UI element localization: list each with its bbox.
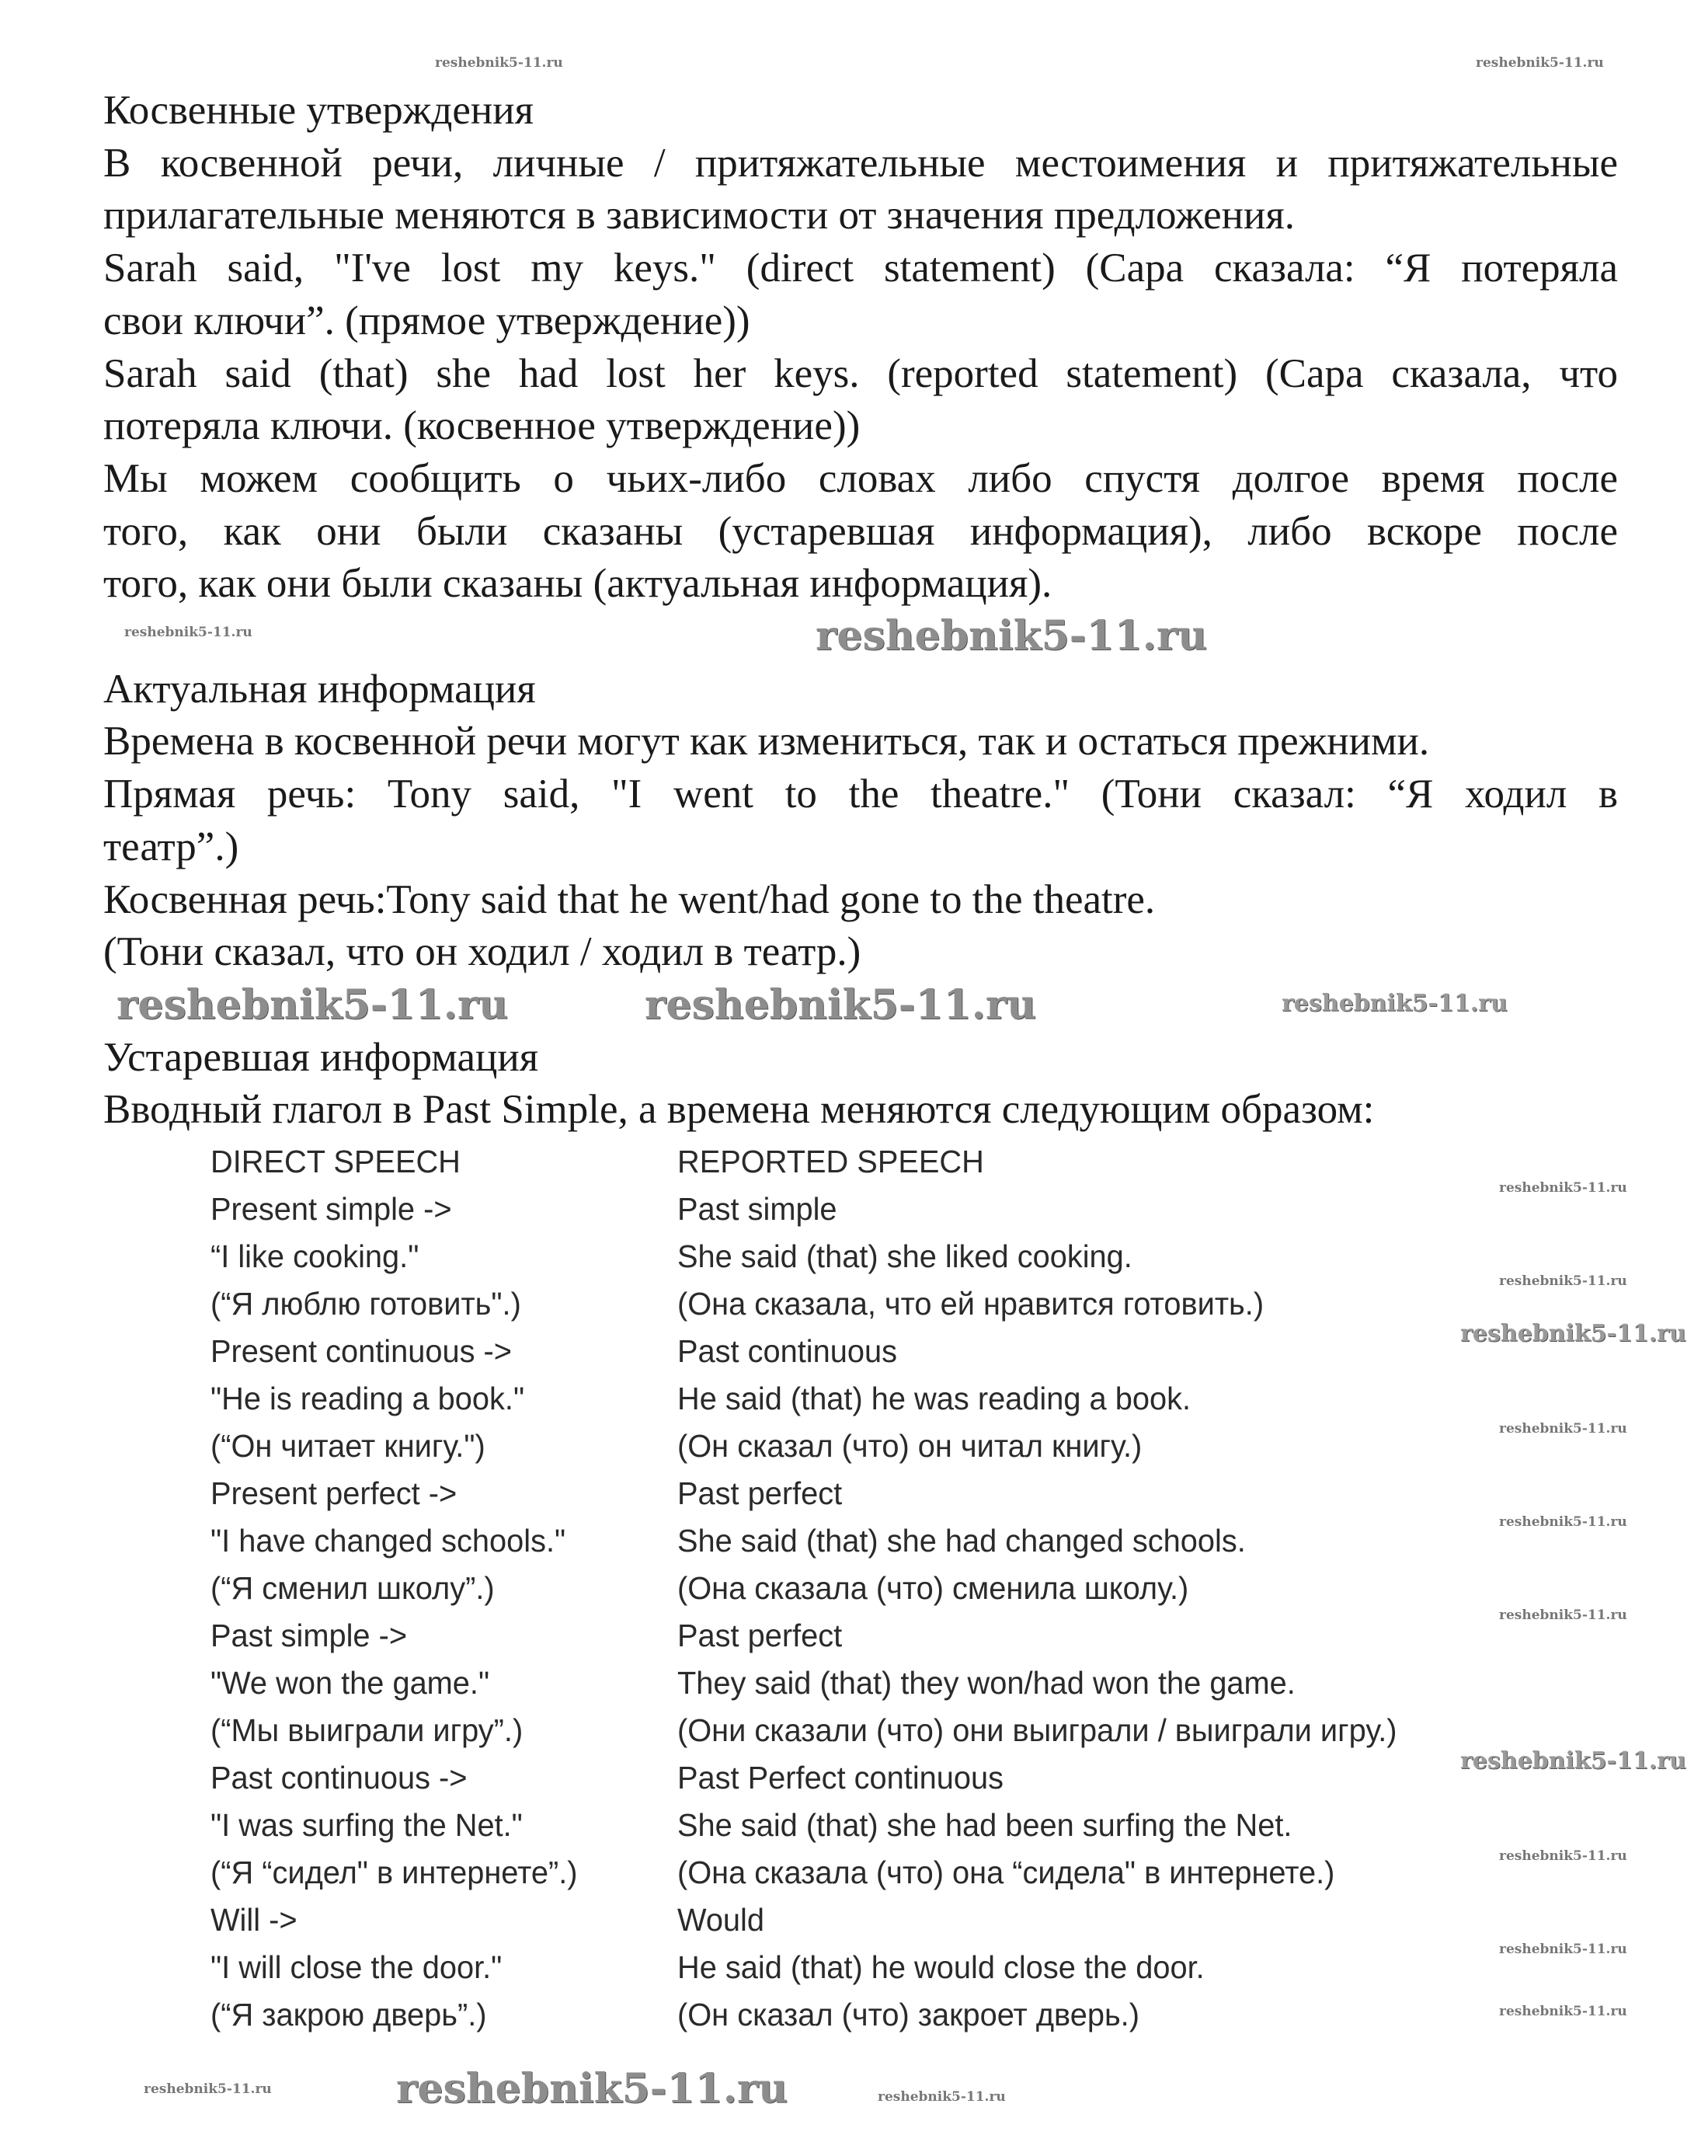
- direct-speech-cell: "I was surfing the Net.": [210, 1807, 523, 1843]
- watermark: reshebnik5-11.ru: [1499, 1848, 1627, 1864]
- paragraph-line: свои ключи”. (прямое утверждение)): [103, 298, 750, 343]
- paragraph-line: того, как они были сказаны (устаревшая информация), либо вскоре после: [103, 509, 1618, 554]
- paragraph-line: Прямая речь: Tony said, "I went to the theatre." (Тони сказал: “Я ходил в: [103, 771, 1618, 817]
- watermark: reshebnik5-11.ru: [144, 2081, 272, 2097]
- section-heading: Косвенные утверждения: [103, 88, 534, 133]
- reported-speech-cell: Would: [677, 1902, 765, 1938]
- reported-speech-cell: He said (that) he would close the door.: [677, 1949, 1205, 1985]
- paragraph-line: Sarah said, "I've lost my keys." (direct statement) (Сара сказала: “Я потеряла: [103, 246, 1618, 291]
- paragraph-line: Косвенная речь:Tony said that he went/had gone to the theatre.: [103, 877, 1156, 922]
- watermark: reshebnik5-11.ru: [1499, 2004, 1627, 2019]
- direct-speech-cell: (“Я сменил школу”.): [210, 1570, 495, 1606]
- direct-speech-cell: (“Я закрою дверь”.): [210, 1997, 487, 2032]
- table-header: DIRECT SPEECH: [210, 1144, 461, 1179]
- watermark: reshebnik5-11.ru: [816, 612, 1208, 660]
- paragraph-line: Sarah said (that) she had lost her keys. (reported statement) (Сара сказала, что: [103, 351, 1618, 396]
- direct-speech-cell: “I like cooking.": [210, 1238, 419, 1274]
- direct-speech-cell: (“Я люблю готовить".): [210, 1286, 521, 1322]
- reported-speech-cell: Past Perfect continuous: [677, 1760, 1004, 1796]
- reported-speech-cell: She said (that) she liked cooking.: [677, 1238, 1132, 1274]
- reported-speech-cell: Past continuous: [677, 1333, 897, 1369]
- watermark: reshebnik5-11.ru: [124, 625, 252, 640]
- table-header: REPORTED SPEECH: [677, 1144, 984, 1179]
- reported-speech-cell: She said (that) she had been surfing the Net.: [677, 1807, 1292, 1843]
- direct-speech-cell: Past simple ->: [210, 1618, 408, 1653]
- watermark: reshebnik5-11.ru: [1476, 55, 1604, 71]
- paragraph-line: (Тони сказал, что он ходил / ходил в театр.): [103, 929, 861, 974]
- section-heading: Устаревшая информация: [103, 1035, 539, 1080]
- watermark: reshebnik5-11.ru: [1499, 1421, 1627, 1437]
- reported-speech-cell: They said (that) they won/had won the game.: [677, 1665, 1296, 1701]
- paragraph-line: прилагательные меняются в зависимости от значения предложения.: [103, 193, 1295, 238]
- paragraph-line: того, как они были сказаны (актуальная информация).: [103, 561, 1052, 606]
- direct-speech-cell: "I have changed schools.": [210, 1523, 566, 1559]
- watermark: reshebnik5-11.ru: [1499, 1942, 1627, 1957]
- reported-speech-cell: (Он сказал (что) он читал книгу.): [677, 1428, 1143, 1464]
- reported-speech-cell: She said (that) she had changed schools.: [677, 1523, 1246, 1559]
- reported-speech-cell: (Она сказала (что) сменила школу.): [677, 1570, 1189, 1606]
- watermark: reshebnik5-11.ru: [1499, 1514, 1627, 1530]
- section-heading: Актуальная информация: [103, 667, 536, 712]
- watermark: reshebnik5-11.ru: [396, 2065, 788, 2112]
- watermark: reshebnik5-11.ru: [645, 981, 1037, 1029]
- paragraph-line: Мы можем сообщить о чьих-либо словах либо спустя долгое время после: [103, 456, 1618, 501]
- paragraph-line: театр”.): [103, 824, 239, 869]
- direct-speech-cell: (“Он читает книгу."): [210, 1428, 485, 1464]
- reported-speech-cell: Past perfect: [677, 1618, 843, 1653]
- direct-speech-cell: "We won the game.": [210, 1665, 490, 1701]
- watermark: reshebnik5-11.ru: [1499, 1273, 1627, 1289]
- reported-speech-cell: (Они сказали (что) они выиграли / выиграли игру.): [677, 1712, 1397, 1748]
- watermark: reshebnik5-11.ru: [117, 981, 509, 1029]
- direct-speech-cell: Present simple ->: [210, 1191, 452, 1227]
- reported-speech-cell: Past simple: [677, 1191, 837, 1227]
- watermark: reshebnik5-11.ru: [1499, 1607, 1627, 1623]
- reported-speech-cell: He said (that) he was reading a book.: [677, 1381, 1191, 1416]
- watermark: reshebnik5-11.ru: [1460, 1747, 1686, 1775]
- direct-speech-cell: "He is reading a book.": [210, 1381, 525, 1416]
- paragraph-line: В косвенной речи, личные / притяжательные местоимения и притяжательные: [103, 141, 1618, 186]
- reported-speech-cell: (Она сказала, что ей нравится готовить.): [677, 1286, 1264, 1322]
- watermark: reshebnik5-11.ru: [1282, 990, 1508, 1017]
- direct-speech-cell: Will ->: [210, 1902, 297, 1938]
- reported-speech-cell: (Он сказал (что) закроет дверь.): [677, 1997, 1139, 2032]
- watermark: reshebnik5-11.ru: [1499, 1180, 1627, 1196]
- watermark: reshebnik5-11.ru: [878, 2089, 1006, 2105]
- reported-speech-cell: Past perfect: [677, 1475, 843, 1511]
- direct-speech-cell: Past continuous ->: [210, 1760, 468, 1796]
- direct-speech-cell: "I will close the door.": [210, 1949, 503, 1985]
- watermark: reshebnik5-11.ru: [1460, 1320, 1686, 1347]
- direct-speech-cell: (“Я “сидел" в интернете”.): [210, 1855, 578, 1890]
- reported-speech-cell: (Она сказала (что) она “сидела" в интернете.): [677, 1855, 1335, 1890]
- paragraph-line: Времена в косвенной речи могут как измениться, так и остаться прежними.: [103, 719, 1430, 764]
- paragraph-line: Вводный глагол в Past Simple, а времена меняются следующим образом:: [103, 1087, 1375, 1132]
- direct-speech-cell: (“Мы выиграли игру”.): [210, 1712, 524, 1748]
- direct-speech-cell: Present continuous ->: [210, 1333, 512, 1369]
- paragraph-line: потеряла ключи. (косвенное утверждение)): [103, 403, 861, 448]
- direct-speech-cell: Present perfect ->: [210, 1475, 457, 1511]
- watermark: reshebnik5-11.ru: [435, 55, 563, 71]
